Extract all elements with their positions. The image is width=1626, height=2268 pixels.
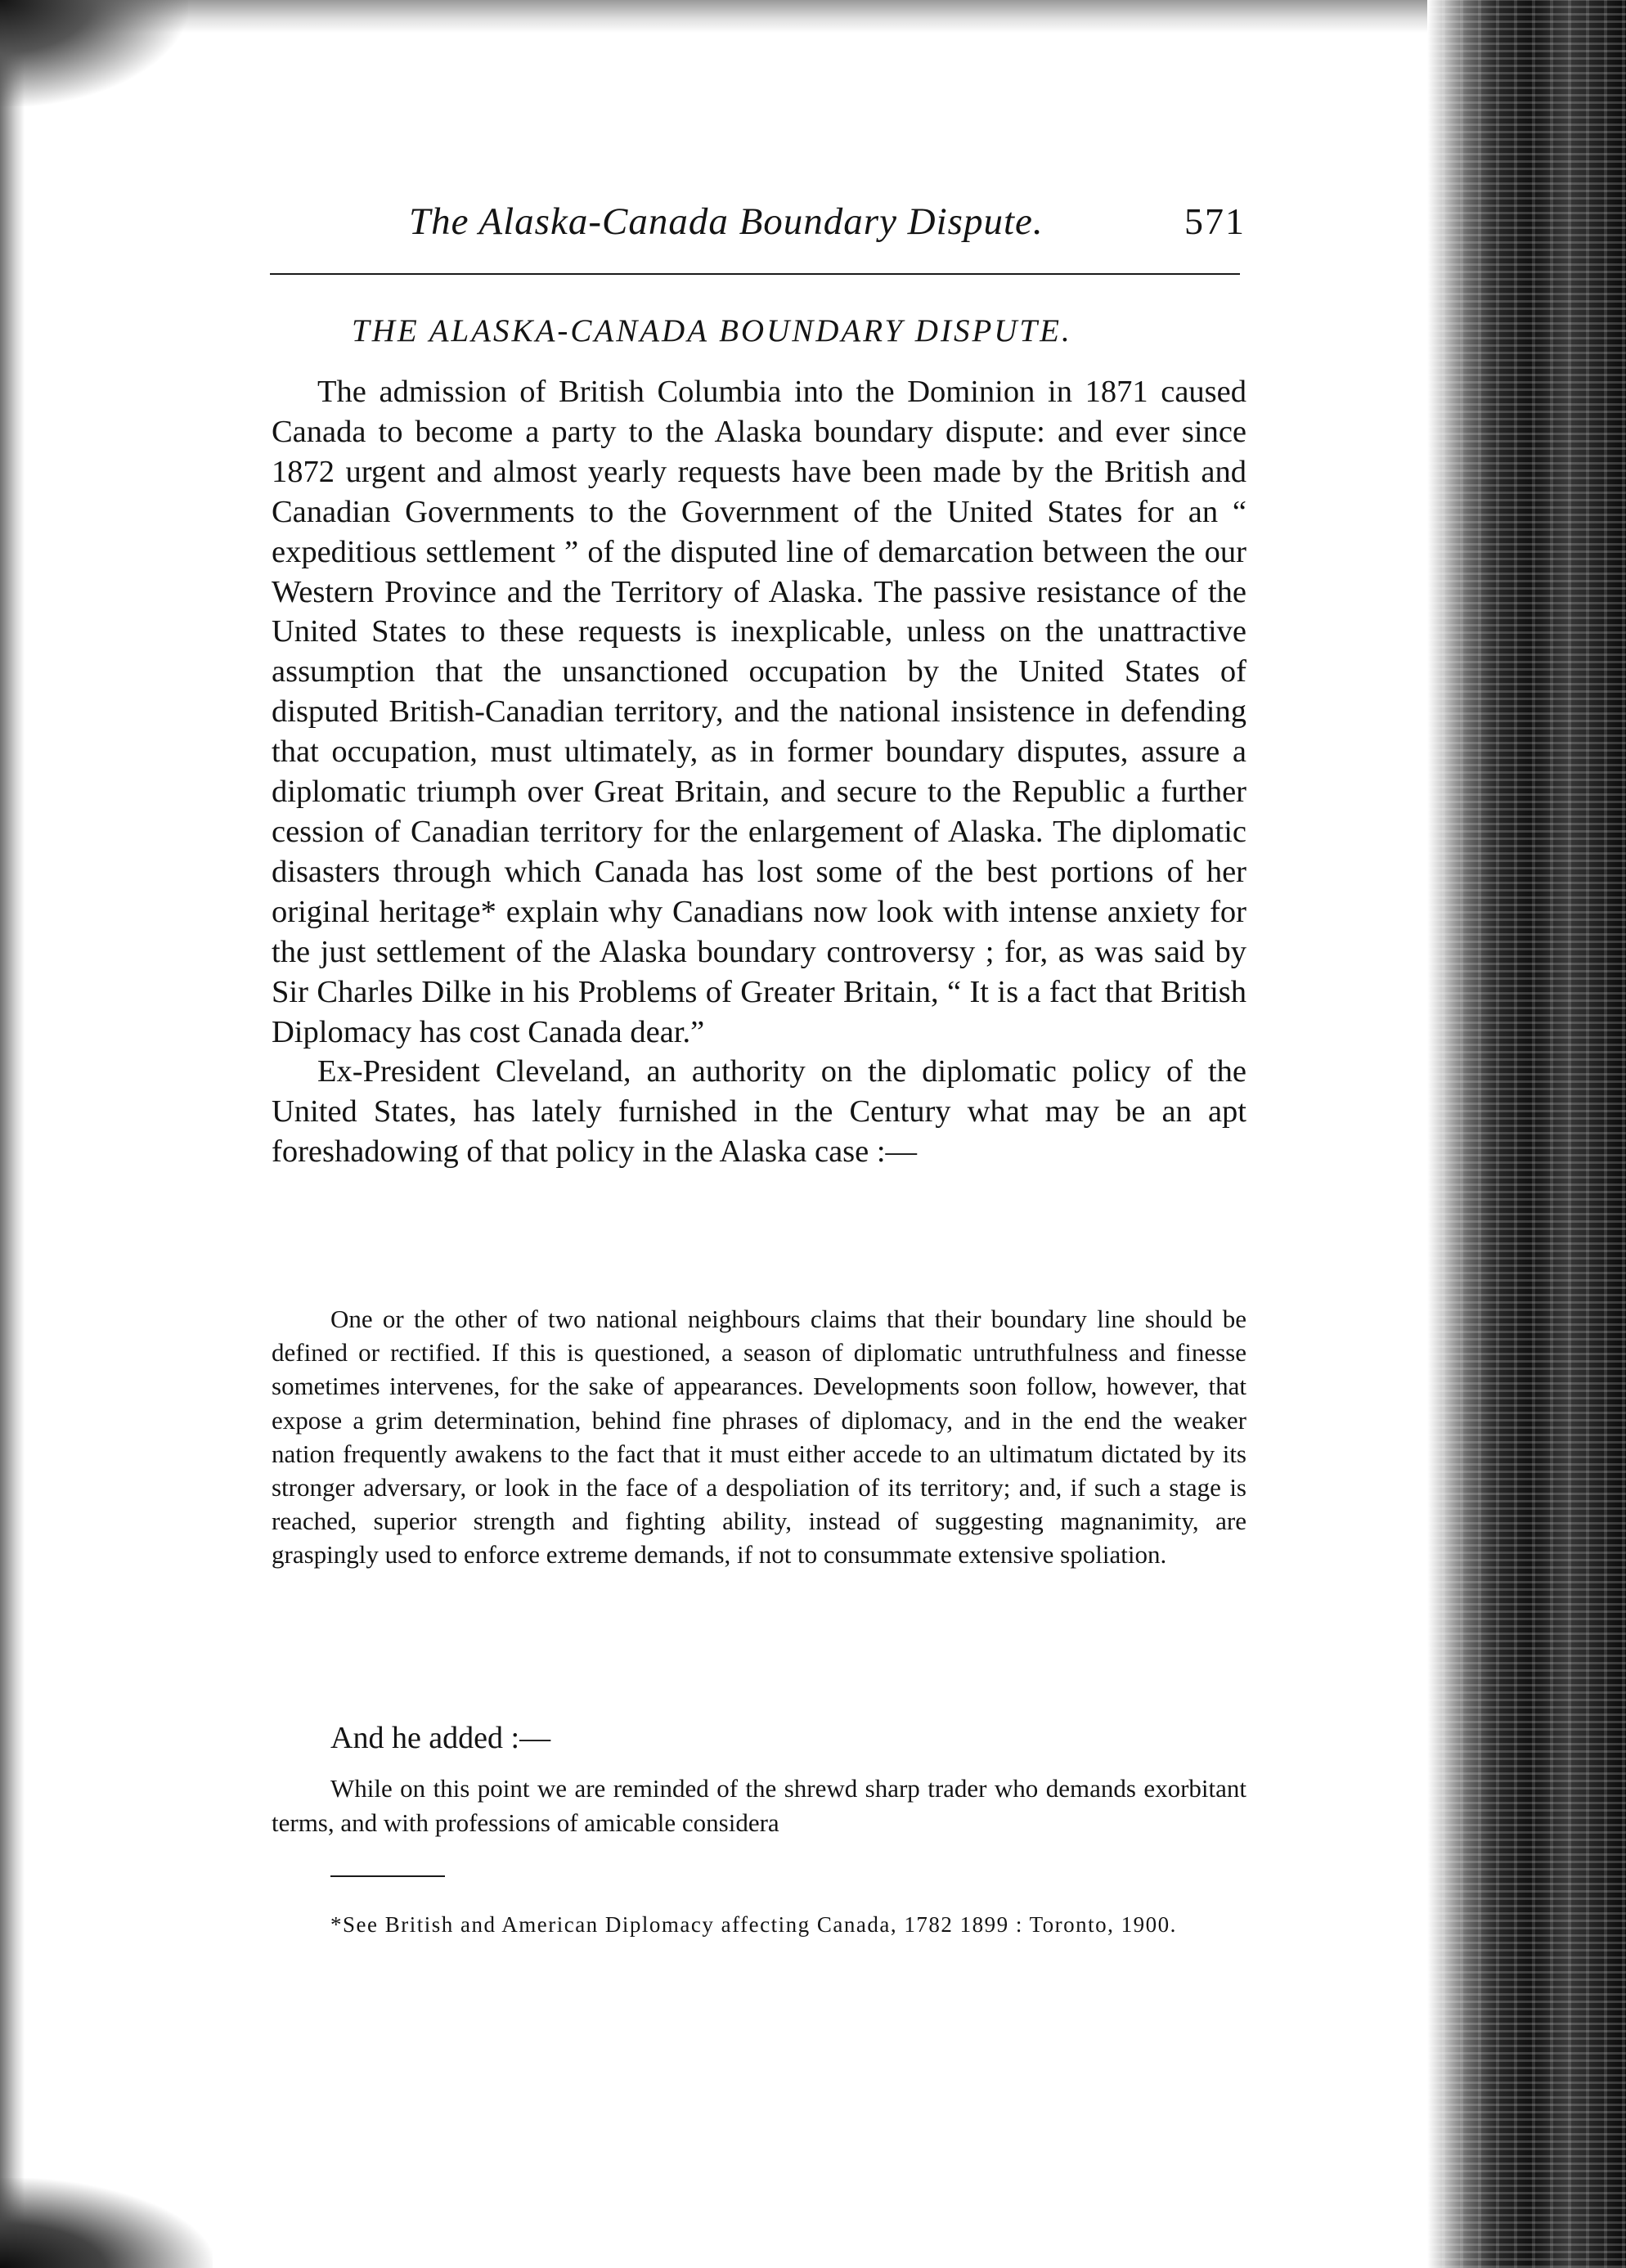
footnote-rule [330, 1875, 445, 1877]
running-head-title: The Alaska-Canada Boundary Dispute. [409, 200, 1044, 243]
body-paragraph: The admission of British Columbia into the Dominion in 1871 caused Canada to become a party to the Alaska boundary dispute: and ever since 1872 urgent and almost yearly requests have been made by the British and Canadian Governments to the Government of the United States for an “ expeditious settlement ” of the disputed line of demarcation between the our Western Province and the Territory of Alaska. The passive resistance of the United States to these requests is inexplicable, unless on the unattractive assumption that the unsanctioned occupation by the United States of disputed British-Canadian territory, and the national insistence in defending that occupation, must ultimately, as in former boundary disputes, assure a diplomatic triumph over Great Britain, and secure to the Republic a further cession of Canadian territory for the enlargement of Alaska. The diplomatic disasters through which Canada has lost some of the best portions of her original heritage* explain why Canadians now look with intense anxiety for the just settlement of the Alaska boundary controversy ; for, as was said by Sir Charles Dilke in his Problems of Greater Britain, “ It is a fact that British Diplomacy has cost Canada dear.” [272, 375, 1246, 1049]
block-quote: One or the other of two national neighbours claims that their boundary line should be defined or rectified. If this is questioned, a season of diplomatic untruthfulness and finesse sometimes intervenes, for the sake of appearances. Developments soon follow, however, that expose a grim determination, behind fine phrases of diplomacy, and in the end the weaker nation frequently awakens to the fact that it must either accede to an ultimatum dictated by its stronger adversary, or look in the face of a despoliation of its territory; and, if such a stage is reached, superior strength and fighting ability, instead of suggesting magnanimity, are graspingly used to enforce extreme demands, if not to consummate extensive spoliation. [272, 1305, 1246, 1570]
body-paragraph: And he added :— [330, 1721, 551, 1755]
article-title: THE ALASKA-CANADA BOUNDARY DISPUTE. [352, 313, 1072, 348]
footnote: *See British and American Diplomacy affecting Canada, 1782 1899 : Toronto, 1900. [330, 1912, 1177, 1937]
article-body [272, 372, 1246, 1172]
body-paragraph: Ex-President Cleveland, an authority on the diplomatic policy of the United States, has lately furnished in the Century what may be an apt foreshadowing of that policy in the Alaska case :— [272, 1054, 1246, 1170]
header-rule [270, 273, 1240, 275]
page-number: 571 [1184, 200, 1246, 242]
block-quote: While on this point we are reminded of the shrewd sharp trader who demands exorbitant terms, and with professions of amicable considera [272, 1774, 1246, 1837]
